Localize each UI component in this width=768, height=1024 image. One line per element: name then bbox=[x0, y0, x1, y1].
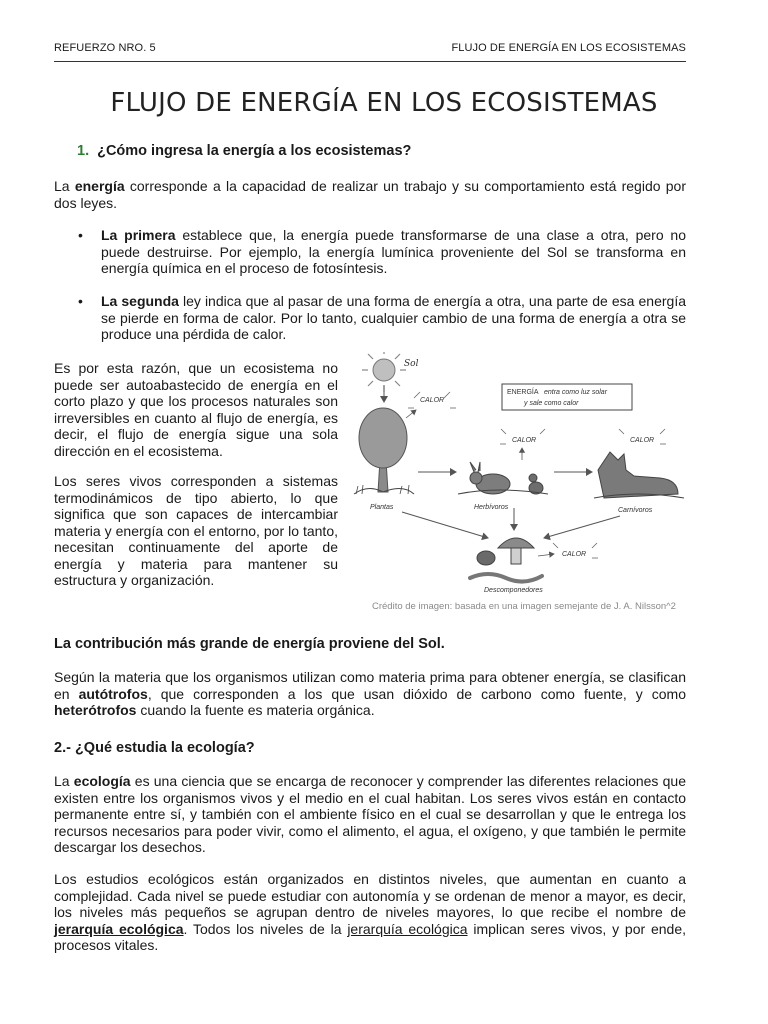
wolf-icon bbox=[594, 452, 684, 498]
bold-term-jerarquia: jerarquía ecológica bbox=[54, 920, 184, 937]
text-fragment: es una ciencia que se encarga de reconocer y comprender las diferentes relaciones que existen entre los organismos vivos y el medio en el cual habitan. Los seres vivos están en contacto permanente entre sí, y también con el ambiente físico en el cual se desarrollan y que le entrega los recursos necesarios para poder vivir, como el alimento, el agua, el oxígeno, y que también le permite descargar los desechos. bbox=[54, 773, 686, 855]
heat-label: CALOR bbox=[630, 437, 655, 444]
highlight-statement: La contribución más grande de energía proviene del Sol. bbox=[54, 636, 445, 652]
section2-heading: 2.- ¿Qué estudia la ecología? bbox=[54, 740, 255, 756]
beetle-icon bbox=[477, 551, 495, 565]
text-fragment: ley indica que al pasar de una forma de energía a otra, una parte de esa energía se pierde en forma de calor. Por lo tanto, cualquier cambio de una forma de energía a otra se produce una pérdida de calor. bbox=[101, 293, 686, 342]
energy-note-box bbox=[502, 384, 632, 410]
bold-term: La primera bbox=[101, 227, 176, 243]
heat-icon-plant bbox=[408, 392, 456, 408]
carnivore-to-decomposer-arrow bbox=[544, 516, 620, 538]
energy-box-line1: entra como luz solar bbox=[544, 389, 608, 396]
ecology-paragraph bbox=[54, 773, 686, 856]
bold-term: La segunda bbox=[101, 293, 179, 309]
heat-icon-carnivore bbox=[619, 429, 666, 444]
autotrophs-paragraph bbox=[54, 669, 686, 719]
left-column-paragraph-1: Es por esta razón, que un ecosistema no puede ser autoabastecido de energía en el corto plazo y que los procesos naturales son irreversibles en cuanto al flujo de energía, es decir, el flujo de energía sigue una sola dirección en el ecosistema. bbox=[54, 360, 338, 459]
header-left: REFUERZO NRO. 5 bbox=[54, 42, 156, 54]
text-fragment: cuando la fuente es materia orgánica. bbox=[136, 702, 375, 718]
energy-flow-illustration bbox=[348, 352, 688, 604]
header-right: FLUJO DE ENERGÍA EN LOS ECOSISTEMAS bbox=[451, 42, 686, 54]
heat-icon-decomposer bbox=[553, 543, 598, 558]
text-fragment: Según la materia que los organismos utilizan como materia prima para obtener energía, se clasifican en bbox=[54, 669, 686, 702]
bold-term-energia: energía bbox=[74, 178, 125, 194]
bullet-text bbox=[101, 227, 686, 277]
energy-box-line2: y sale como calor bbox=[524, 400, 579, 407]
plants-label: Plantas bbox=[370, 504, 394, 511]
text-fragment: , que corresponden a los que usan dióxido de carbono como fuente, y como bbox=[147, 685, 687, 702]
energy-box-word: ENERGÍA bbox=[507, 389, 539, 396]
tree-icon bbox=[354, 408, 414, 494]
left-column-paragraph-2: Los seres vivos corresponden a sistemas termodinámicos de tipo abierto, lo que significa que son capaces de intercambiar materia y energía con el entorno, por lo tanto, necesitan continuamente del aporte de energía y materia para mantener su estructura y organización. bbox=[54, 473, 338, 588]
plant-to-decomposer-arrow bbox=[402, 512, 488, 538]
bullet-dot-icon: • bbox=[78, 227, 83, 243]
text-fragment: establece que, la energía puede transformarse de una clase a otra, pero no puede destruirse. Por ejemplo, la energía lumínica proveniente del Sol se transforma en energía química en el proceso de fotosíntesis. bbox=[101, 227, 686, 276]
herbivores-label: Herbívoros bbox=[474, 504, 509, 511]
bold-term-autotrofos: autótrofos bbox=[78, 685, 148, 702]
text-fragment: implican seres vivos, y por ende, procesos vitales. bbox=[54, 920, 687, 953]
heat-label: CALOR bbox=[512, 437, 537, 444]
heat-label: CALOR bbox=[420, 397, 445, 404]
section1-number: 1. bbox=[77, 143, 90, 159]
bullet-dot-icon: • bbox=[78, 293, 83, 309]
page-title: FLUJO DE ENERGÍA EN LOS ECOSISTEMAS bbox=[110, 88, 658, 118]
bold-term-ecologia: ecología bbox=[73, 773, 131, 789]
text-fragment: . Todos los niveles de la bbox=[183, 920, 348, 937]
bullet-item-second-law bbox=[78, 293, 686, 343]
section1-heading bbox=[77, 143, 411, 159]
energy-intro-paragraph bbox=[54, 178, 686, 211]
bullet-item-first-law bbox=[78, 227, 686, 277]
mushroom-icon bbox=[498, 538, 534, 564]
section1-heading-text: ¿Cómo ingresa la energía a los ecosistemas? bbox=[97, 143, 412, 159]
heat-label: CALOR bbox=[562, 551, 587, 558]
bullet-text bbox=[101, 293, 686, 343]
decomposer-heat-arrow bbox=[538, 554, 554, 556]
small-rodent-icon bbox=[529, 474, 543, 494]
hierarchy-paragraph bbox=[54, 871, 686, 954]
text-fragment: Los estudios ecológicos están organizados en distintos niveles, que aumentan en cuanto a complejidad. Cada nivel se puede estudiar con autonomía y se ordenan de menor a mayor, es decir, los niveles más pequeños se agrupan dentro de niveles mayores, lo que recibe el nombre de bbox=[54, 871, 686, 920]
sun-label: Sol bbox=[404, 359, 419, 369]
bold-term-heterotrofos: heterótrofos bbox=[54, 702, 137, 718]
text-fragment: La bbox=[54, 773, 74, 789]
rabbit-icon bbox=[470, 462, 510, 494]
image-credit: Crédito de imagen: basada en una imagen semejante de J. A. Nilsson^2 bbox=[372, 601, 676, 612]
text-fragment: corresponde a la capacidad de realizar un trabajo y su comportamiento está regido por dos leyes. bbox=[54, 178, 686, 211]
plant-heat-arrow bbox=[406, 410, 416, 418]
underlined-term-jerarquia: jerarquía ecológica bbox=[347, 920, 468, 937]
carnivores-label: Carnívoros bbox=[618, 507, 653, 514]
worm-icon bbox=[470, 574, 542, 582]
heat-icon-herbivore bbox=[500, 429, 545, 444]
page-header bbox=[54, 42, 686, 62]
text-fragment: La bbox=[54, 178, 75, 194]
decomposers-label: Descomponedores bbox=[484, 587, 543, 594]
